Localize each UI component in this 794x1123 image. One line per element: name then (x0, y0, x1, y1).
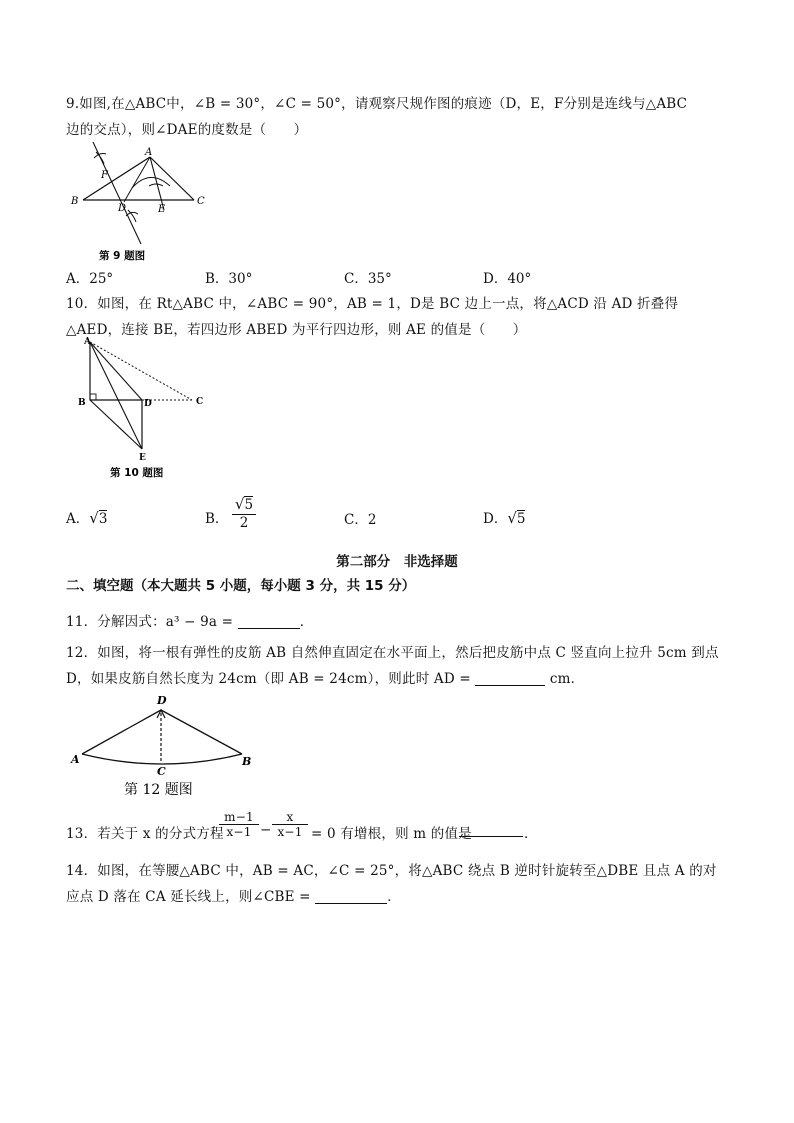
q12-label-b: B (242, 755, 252, 768)
q10-figure (72, 334, 212, 482)
q14-line2: 应点 D 落在 CA 延长线上，则∠CBE = (66, 889, 311, 905)
q13-fraction1-denominator: x−1 (226, 825, 252, 839)
q14-answer-blank[interactable] (315, 889, 387, 904)
q9-line-ae (150, 157, 164, 210)
q9-side-ab (83, 157, 150, 200)
q12-line1: 12．如图，将一根有弹性的皮筋 AB 自然伸直固定在水平面上，然后把皮筋中点 C 竖直向上拉升 5cm 到点 (66, 645, 719, 661)
q10-caption: 第 10 题图 (110, 467, 164, 479)
q9-option-b: B．30° (205, 271, 253, 287)
q13-fraction2-denominator: x−1 (277, 825, 303, 839)
q9-label-f: F (101, 170, 108, 181)
q9-label-a: A (145, 147, 153, 158)
q11 (66, 610, 313, 630)
q10-option-d-radicand: 5 (516, 511, 526, 527)
q10-label-d: D (144, 399, 152, 409)
q12-unit: cm． (549, 671, 585, 687)
q9-line1: 9.如图,在△ABC中，∠B = 30°，∠C = 50°，请观察尺规作图的痕迹（D，E，F分别是连线与△ABC (66, 96, 688, 112)
q9-caption: 第 9 题图 (99, 250, 146, 262)
q12-label-c: C (157, 765, 166, 778)
q13-eq: = 0 有增根，则 m 的值是 (311, 826, 472, 842)
q11-answer-blank[interactable] (238, 614, 300, 629)
q10-line2: △AED，连接 BE，若四边形 ABED 为平行四边形，则 AE 的值是（ ） (66, 322, 527, 338)
q10-line-ae (90, 342, 142, 449)
q10-option-a-radicand: 3 (98, 511, 108, 527)
part2-title: 第二部分 非选择题 (336, 554, 458, 570)
q9-line2: 边的交点），则∠DAE的度数是（ ） (66, 122, 308, 138)
q9-option-c: C．35° (344, 271, 392, 287)
q10-label-b: B (78, 398, 86, 408)
q9-label-b: B (71, 196, 79, 207)
q14-line2-wrap (66, 885, 401, 905)
q10-label-e: E (139, 453, 146, 463)
q12-caption: 第 12 题图 (124, 782, 193, 798)
q9-label-c: C (197, 196, 205, 207)
section-fill-blank: 二、填空题（本大题共 5 小题，每小题 3 分，共 15 分） (66, 578, 416, 594)
q10-line1: 10．如图，在 Rt△ABC 中，∠ABC = 90°，AB = 1，D是 BC 边上一点，将△ACD 沿 AD 折叠得 (66, 296, 679, 312)
q14-line1: 14．如图，在等腰△ABC 中，AB = AC，∠C = 25°，将△ABC 绕点 B 逆时针旋转至△DBE 且点 A 的对 (66, 863, 717, 879)
q10-option-b-radicand: 5 (244, 497, 254, 513)
q13-end: ． (524, 826, 538, 842)
q13-answer-blank[interactable] (459, 822, 523, 837)
q10-option-a-prefix: A． (66, 511, 90, 527)
q12-band-ab (82, 754, 242, 764)
q13-minus: − (260, 822, 272, 838)
q12-figure (66, 688, 266, 800)
q10-option-a: A．√3 (66, 509, 108, 527)
q10-option-d: D．√5 (483, 509, 526, 527)
q11-end: ． (299, 614, 314, 630)
q10-right-angle (90, 394, 96, 400)
q12-line2-wrap (66, 667, 584, 687)
q11-text: 11．分解因式：a³ − 9a = (66, 614, 234, 630)
q10-line-ad (90, 342, 142, 400)
q12-line-ad (82, 710, 161, 754)
q12-line2: D，如果皮筋自然长度为 24cm（即 AB = 24cm），则此时 AD = (66, 671, 471, 687)
q12-answer-blank[interactable] (475, 671, 545, 686)
q10-option-b-prefix: B． (205, 511, 229, 527)
q10-option-d-prefix: D． (483, 511, 508, 527)
q9-option-a: A．25° (66, 271, 114, 287)
q10-side-ac (90, 342, 192, 400)
q13-fraction1-numerator: m−1 (219, 810, 259, 825)
q9-label-d: D (118, 203, 127, 214)
q10-line-be (90, 400, 142, 449)
q14-end: ． (387, 889, 401, 905)
q9-label-e: E (158, 204, 166, 215)
q13-pre: 13．若关于 x 的分式方程 (66, 826, 224, 842)
q13-fraction2-numerator: x (272, 810, 308, 825)
q9-figure (66, 140, 206, 270)
q12-label-d: D (157, 694, 167, 707)
q10-label-c: C (196, 397, 204, 407)
q9-line-ad (124, 157, 150, 202)
q10-option-c: C．2 (344, 512, 377, 528)
q12-label-a: A (71, 753, 80, 766)
q12-line-db (161, 710, 242, 754)
q10-label-a: A (84, 337, 91, 347)
q9-option-d: D．40° (483, 271, 532, 287)
q10-option-b-denominator: 2 (239, 515, 249, 531)
